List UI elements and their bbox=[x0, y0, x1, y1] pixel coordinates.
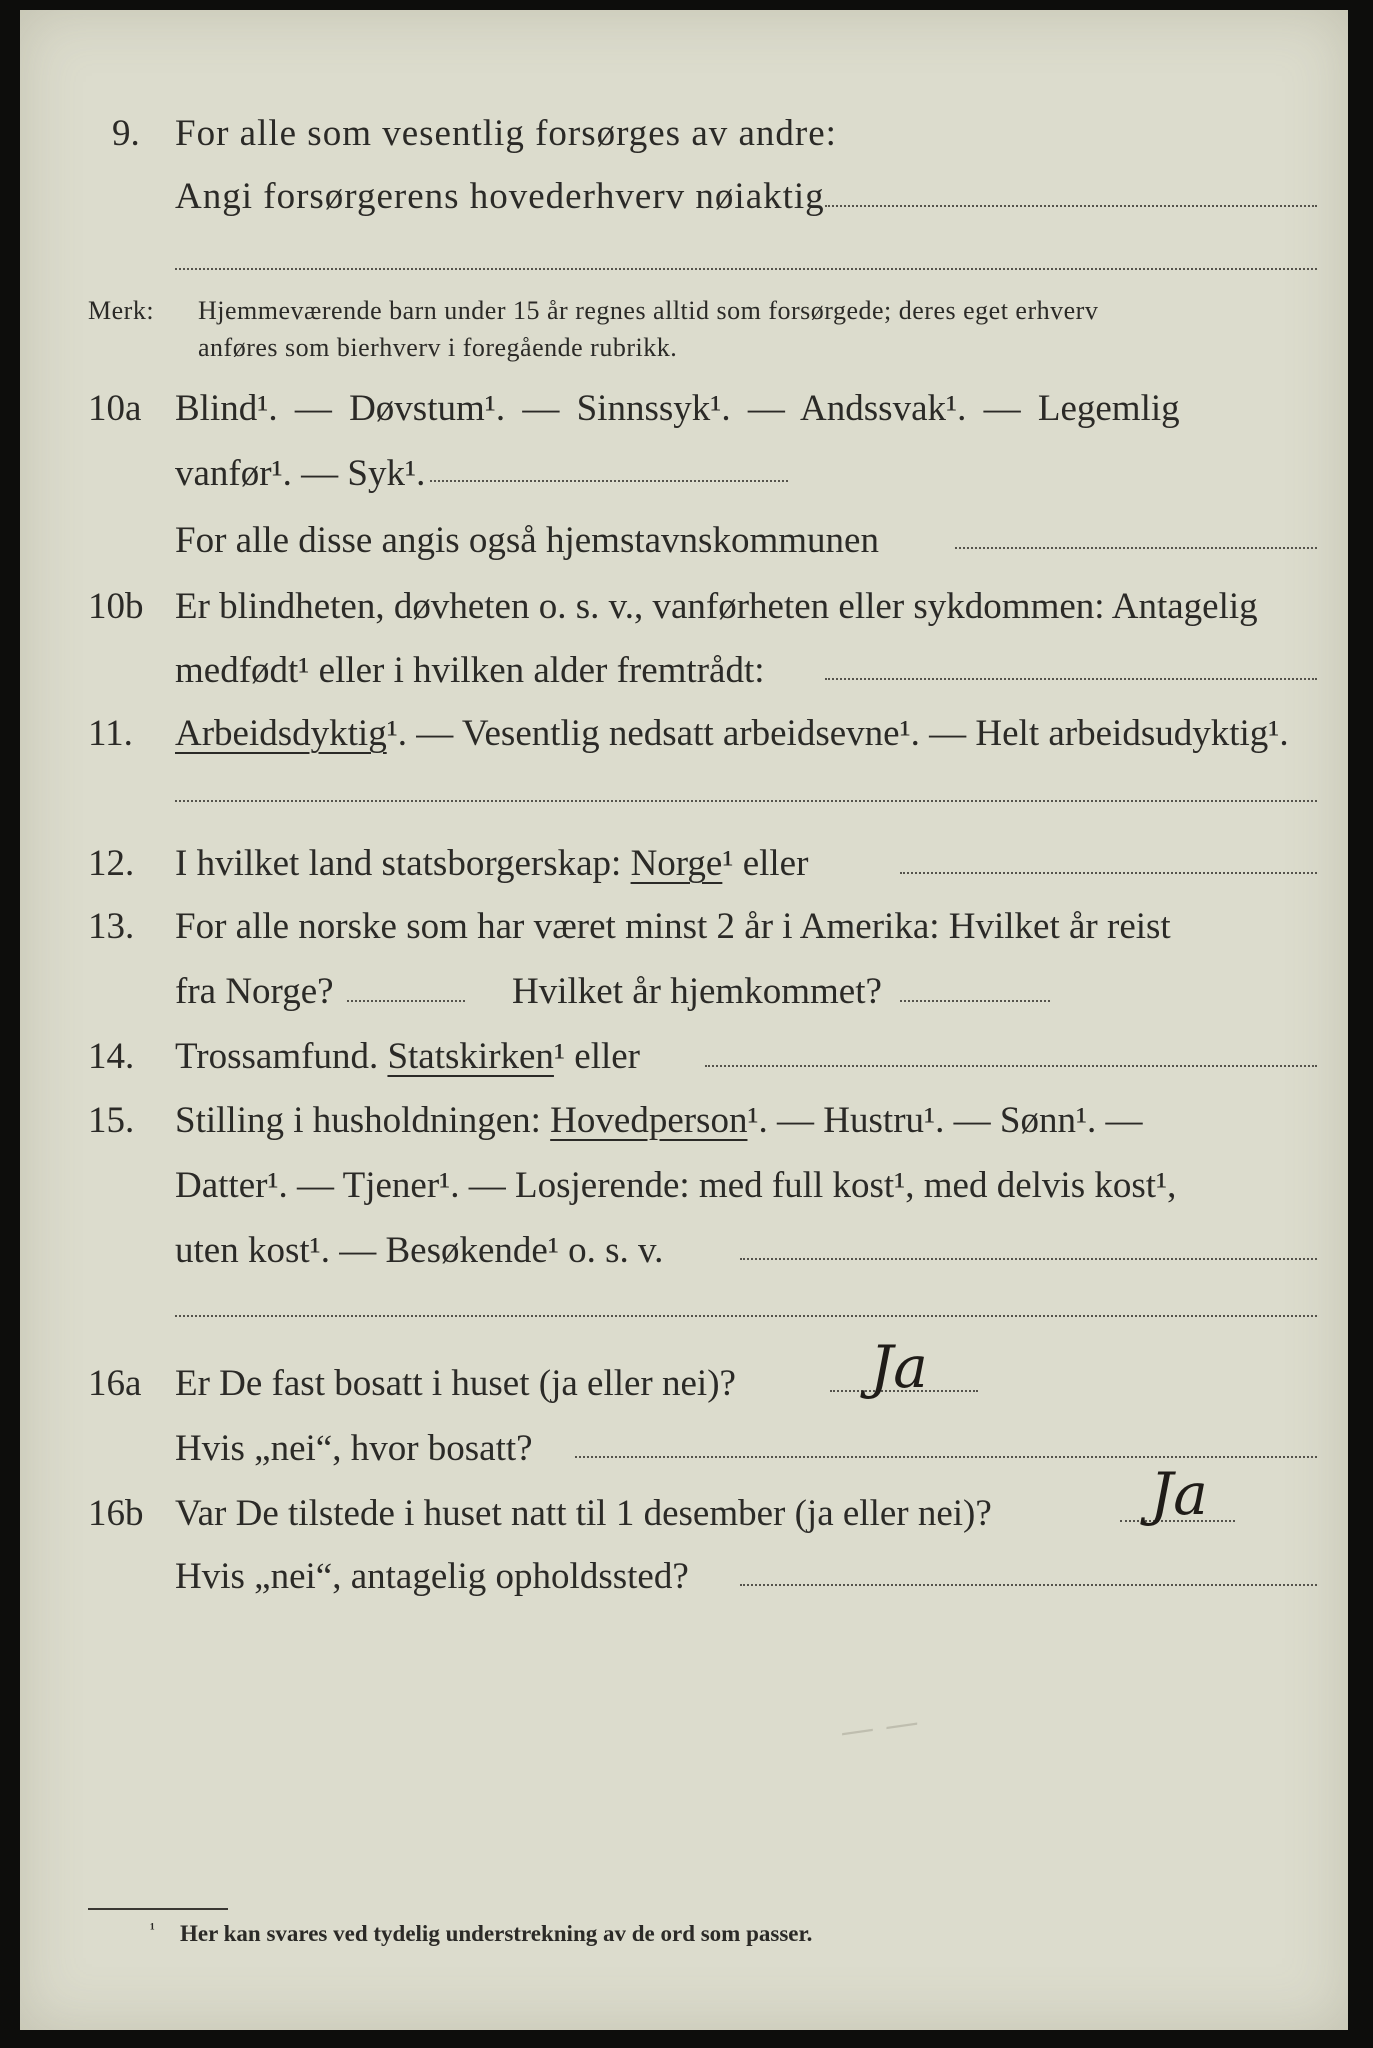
q14-pre: Trossamfund. bbox=[175, 1036, 379, 1077]
q16a-number: 16a bbox=[88, 1363, 142, 1404]
q16b-line2: Hvis „nei“, antagelig opholdssted? bbox=[175, 1556, 689, 1597]
q10b-answer-line bbox=[825, 678, 1317, 680]
q10b-number: 10b bbox=[88, 586, 144, 627]
q10a-number: 10a bbox=[88, 388, 142, 429]
q13-line2a: fra Norge? bbox=[175, 971, 334, 1012]
q16a-handwritten-answer: Ja bbox=[870, 1333, 928, 1401]
q16b-line1: Var De tilstede i huset natt til 1 desember (ja eller nei)? bbox=[175, 1493, 992, 1534]
q11-extra-line bbox=[175, 800, 1317, 802]
q10a-syk-line bbox=[430, 480, 788, 482]
q14-number: 14. bbox=[88, 1036, 135, 1077]
q14-post: ¹ eller bbox=[553, 1036, 641, 1077]
q16b-number: 16b bbox=[88, 1493, 144, 1534]
q16a-bosatt-line bbox=[575, 1456, 1317, 1458]
q10a-line3: For alle disse angis også hjemstavnskommunen bbox=[175, 520, 879, 561]
q14-answer-line bbox=[705, 1065, 1317, 1067]
q13-line1: For alle norske som har været minst 2 år i Amerika: Hvilket år reist bbox=[175, 906, 1171, 947]
q10b-line2: medfødt¹ eller i hvilken alder fremtrådt: bbox=[175, 650, 765, 691]
footnote-rule bbox=[88, 1908, 228, 1910]
q10a-line2: vanfør¹. — Syk¹. bbox=[175, 453, 426, 494]
q9-number: 9. bbox=[112, 113, 140, 154]
q15-line2: Datter¹. — Tjener¹. — Losjerende: med full kost¹, med delvis kost¹, bbox=[175, 1165, 1177, 1206]
q15-post: ¹. — Hustru¹. — Sønn¹. — bbox=[747, 1100, 1143, 1141]
merk-line2: anføres som bierhverv i foregående rubrikk. bbox=[198, 333, 678, 362]
q11-selected-option: Arbeidsdyktig bbox=[175, 713, 387, 754]
q11-line bbox=[175, 715, 1289, 752]
census-form-page bbox=[20, 10, 1348, 2030]
q16b-handwritten-answer: Ja bbox=[1150, 1460, 1208, 1528]
q16a-line1: Er De fast bosatt i huset (ja eller nei)? bbox=[175, 1363, 736, 1404]
q15-answer-line bbox=[740, 1258, 1317, 1260]
q12-selected-option: Norge bbox=[630, 843, 723, 884]
q15-selected-option: Hovedperson bbox=[550, 1100, 748, 1141]
merk-line1: Hjemmeværende barn under 15 år regnes alltid som forsørgede; deres eget erhverv bbox=[198, 296, 1099, 325]
q9-line2: Angi forsørgerens hovederhverv nøiaktig bbox=[175, 176, 825, 217]
q13-number: 13. bbox=[88, 906, 135, 947]
q10a-hjemstavn-line bbox=[955, 547, 1317, 549]
merk-label: Merk: bbox=[88, 296, 155, 325]
q15-line3: uten kost¹. — Besøkende¹ o. s. v. bbox=[175, 1230, 664, 1271]
q11-number: 11. bbox=[88, 713, 133, 754]
q15-number: 15. bbox=[88, 1100, 135, 1141]
q12-answer-line bbox=[900, 872, 1317, 874]
q16a-line2: Hvis „nei“, hvor bosatt? bbox=[175, 1428, 533, 1469]
q10a-line1: Blind¹. — Døvstum¹. — Sinnssyk¹. — Andssvak¹. — Legemlig bbox=[175, 388, 1180, 429]
q9-line1: For alle som vesentlig forsørges av andre: bbox=[175, 113, 837, 154]
footnote-text: Her kan svares ved tydelig understrekning av de ord som passer. bbox=[180, 1921, 813, 1946]
q14-selected-option: Statskirken bbox=[387, 1036, 554, 1077]
q12-post: ¹ eller bbox=[722, 843, 809, 884]
q15-extra-line bbox=[175, 1315, 1317, 1317]
q11-rest: ¹. — Vesentlig nedsatt arbeidsevne¹. — Helt arbeidsudyktig¹. bbox=[386, 713, 1289, 754]
q13-hjemkommet-line bbox=[900, 1000, 1050, 1002]
q12-pre: I hvilket land statsborgerskap: bbox=[175, 843, 622, 884]
q12-line bbox=[175, 845, 808, 882]
q14-line bbox=[175, 1038, 640, 1075]
footnote-mark: ¹ bbox=[150, 1921, 155, 1938]
q16b-opholdssted-line bbox=[740, 1584, 1317, 1586]
q15-pre: Stilling i husholdningen: bbox=[175, 1100, 541, 1141]
q9-extra-line bbox=[175, 268, 1317, 270]
q9-answer-line bbox=[825, 205, 1317, 207]
bleed-through-mark: — — bbox=[837, 1701, 922, 1753]
q15-line1 bbox=[175, 1102, 1143, 1139]
q10b-line1: Er blindheten, døvheten o. s. v., vanførheten eller sykdommen: Antagelig bbox=[175, 586, 1258, 627]
q13-line2b: Hvilket år hjemkommet? bbox=[512, 971, 882, 1012]
q13-reist-line bbox=[347, 1000, 465, 1002]
q12-number: 12. bbox=[88, 843, 135, 884]
